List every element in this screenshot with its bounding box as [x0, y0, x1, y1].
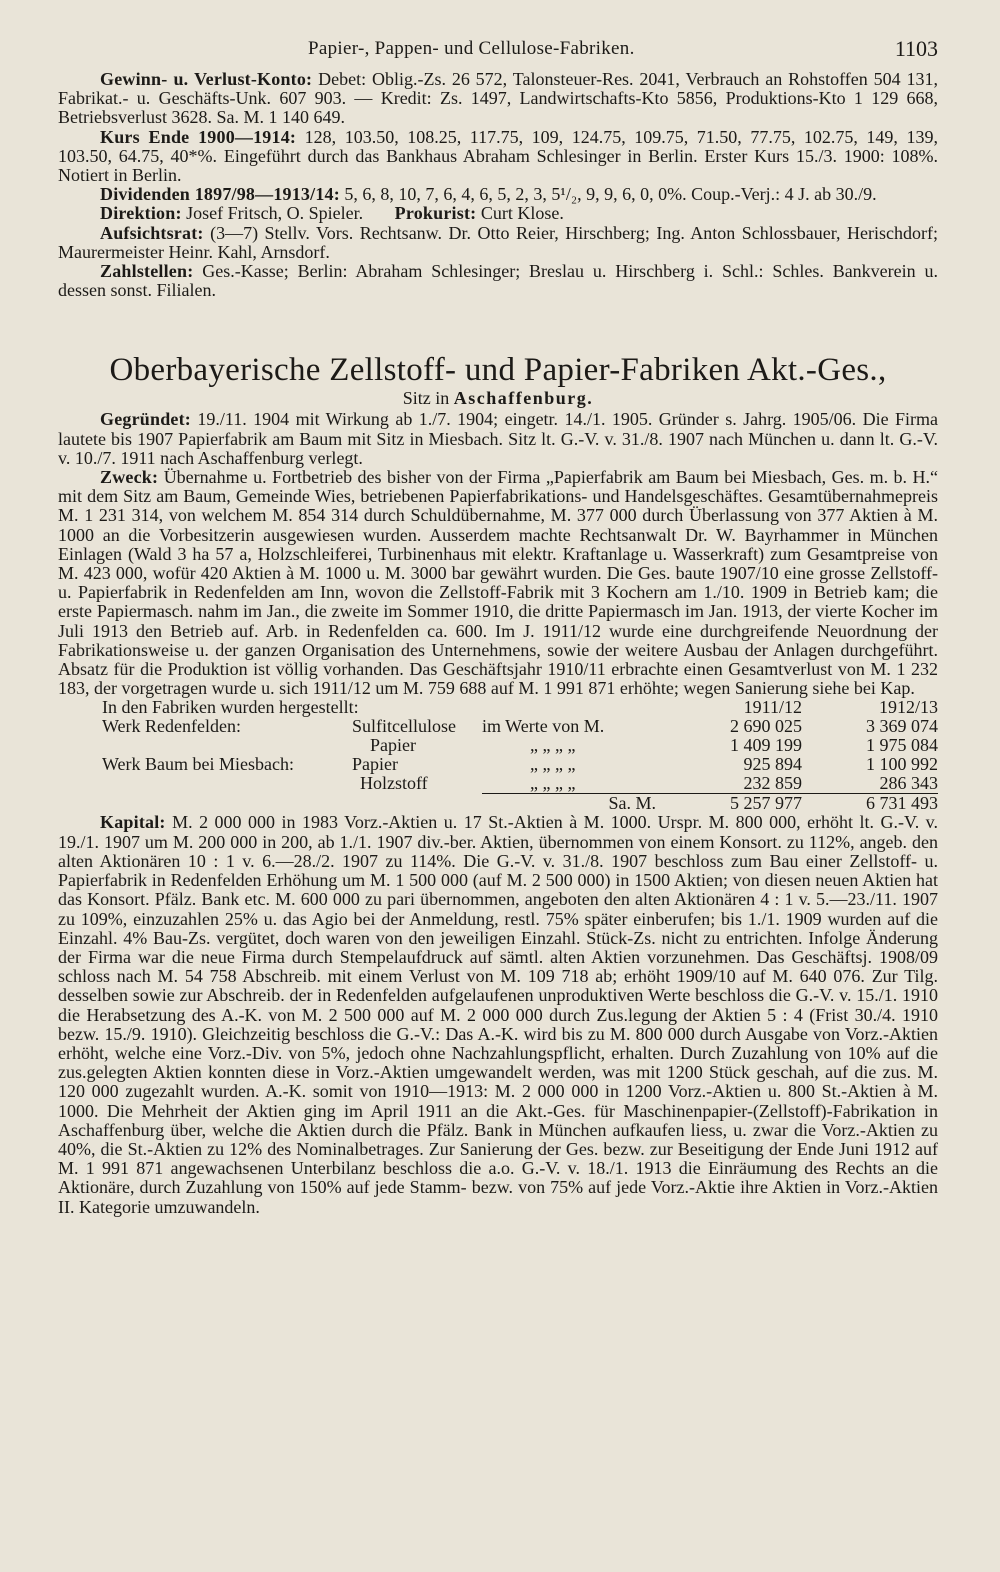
kapital-text: M. 2 000 000 in 1983 Vorz.-Aktien u. 17 St.-Aktien à M. 1000. Urspr. M. 800 000, erhöht lt. G.-V. v. 19./1. 1907 um M. 200 000 in 200, ab 1./1. 1907 div.-ber. Aktien, übernommen von einem Konsort. zu 112%, angeb. den alten Aktionären 10 : 1 v. 6.—28./2. 1907 zu 114%. Die G.-V. v. 31./8. 1907 beschloss zum Bau einer Zellstoff- u. Papierfabrik in Redenfelden Erhöhung um M. 1 500 000 (auf M. 2 500 000) in 1500 Aktien; von diesen neuen Aktien hat das Konsort. Pfälz. Bank etc. M. 600 000 zu pari übernommen, angeboten den alten Aktionären 4 : 1 v. 5.—23./11. 1907 zu 109%, einzuzahlen 25% u. das Agio bei der Anmeldung, restl. 75% später einberufen; bis 1./1. 1909 wurden auf die Einzahl. 4% Bau-Zs. vergütet, doch waren von den jeweiligen Einzahl. Stück-Zs. nicht zu entrichten. Infolge Änderung der Firma war die neue Firma durch Stempelaufdruck auf sämtl. alten Aktien vorzunehmen. Das Geschäftsj. 1908/09 schloss nach M. 54 758 Abschreib. mit einem Verlust von M. 109 718 ab; erhöht 1909/10 auf M. 640 076. Zur Tilg. desselben sowie zur Abschreib. der in Redenfelden aufgelaufenen unproduktiven Werte beschloss die G.-V. v. 15./1. 1910 die Herabsetzung des A.-K. von M. 2 500 000 auf M. 2 000 000 durch Zus.legung der Aktien 5 : 4 (Frist 30./4. 1910 bezw. 15./9. 1910). Gleichzeitig beschloss die G.-V.: Das A.-K. wird bis zu M. 800 000 durch Ausgabe von Vorz.-Aktien erhöht, welche eine Vorz.-Div. von 5%, jedoch ohne Nachzahlungspflicht, erhalten. Durch Zuzahlung von 10% auf die zus.gelegten Aktien konnten diese in Vorz.-Aktien umgewandelt werden, was mit 1200 Stück geschah, auf die zus. M. 120 000 zugezahlt wurden. A.-K. somit von 1910—1913: M. 2 000 000 in 1200 Vorz.-Aktien u. 800 St.-Aktien à M. 1000. Die Mehrheit der Aktien ging im April 1911 an die Akt.-Ges. für Maschinenpapier-(Zellstoff)-Fabrikation in Aschaffenburg über, welche die Aktien durch die Pfälz. Bank in München aufkaufen liess, u. zwar die Vorz.-Aktien zu 40%, die St.-Aktien zu 12% des Nominalbetrages. Zur Sanierung der Ges. bezw. zur Beseitigung der Ende Juni 1912 auf M. 1 991 871 angewachsenen Unterbilanz beschloss die a.o. G.-V. v. 18./1. 1913 die Einräumung des Rechts an die Aktionäre, durch Zuzahlung von 150% auf jede Stamm- bezw. von 75% auf jede Vorz.-Aktie ihre Aktien in Vorz.-Aktien II. Kategorie umzuwandeln. [58, 812, 939, 1217]
production-works: Werk Baum bei Miesbach: [102, 754, 294, 775]
prokurist-label: Prokurist: [394, 203, 477, 224]
production-year2: 1912/13 [878, 697, 938, 718]
production-year1: 1911/12 [743, 697, 802, 718]
company-seat [58, 388, 938, 408]
running-title: Papier-, Pappen- und Cellulose-Fabriken. [308, 38, 635, 59]
production-product: Papier [370, 735, 416, 756]
gegruendet-paragraph [58, 410, 938, 468]
production-works [60, 774, 352, 794]
production-header-row [60, 698, 938, 717]
kapital-label: Kapital: [100, 812, 166, 833]
production-row [60, 736, 938, 755]
production-ditto: „ „ „ „ [530, 773, 576, 794]
seat-city: Aschaffenburg. [453, 388, 594, 409]
direktion-label: Direktion: [100, 203, 182, 224]
seat-prefix: Sitz in [402, 388, 450, 409]
production-ditto: im Werte von M. [482, 716, 605, 737]
production-total-1912: 6 731 493 [802, 794, 938, 814]
production-value-1912: 286 343 [879, 773, 938, 794]
production-table [60, 698, 938, 813]
kapital-paragraph [58, 813, 938, 1216]
production-product: Holzstoff [360, 773, 428, 794]
gewinn-verlust-label: Gewinn- u. Verlust-Konto: [100, 69, 313, 89]
gegruendet-label: Gegründet: [100, 409, 191, 430]
production-value-1912: 1 100 992 [866, 754, 938, 775]
production-product: Papier [352, 754, 398, 775]
zweck-label: Zweck: [100, 467, 159, 488]
gegruendet-text: 19./11. 1904 mit Wirkung ab 1./7. 1904; eingetr. 14./1. 1905. Gründer s. Jahrg. 1905/06. Die Firma lautete bis 1907 Papierfabrik am Baum mit Sitz in Miesbach. Sitz lt. G.-V. v. 31./8. 1907 nach München u. dann lt. G.-V. v. 10./7. 1911 nach Aschaffenburg verlegt. [58, 409, 938, 468]
production-works: Werk Redenfelden: [102, 716, 241, 737]
page-number: 1103 [894, 36, 938, 61]
dividenden-text: 5, 6, 8, 10, 7, 6, 4, 6, 5, 2, 3, 5¹/₂, 9, 9, 6, 0, 0%. Coup.-Verj.: 4 J. ab 30./9. [344, 184, 877, 205]
production-works [60, 736, 352, 755]
production-ditto: „ „ „ „ [530, 735, 576, 756]
aufsichtsrat-paragraph [58, 224, 938, 262]
zahlstellen-label: Zahlstellen: [100, 261, 194, 282]
direktion-text: Josef Fritsch, O. Spieler. [186, 203, 364, 224]
production-value-1911: 232 859 [743, 773, 802, 794]
production-intro: In den Fabriken wurden hergestellt: [102, 697, 359, 718]
zweck-text: Übernahme u. Fortbetrieb des bisher von der Firma „Papierfabrik am Baum bei Miesbach, Ges. m. b. H.“ mit dem Sitz am Baum, Gemeinde Wies, betriebenen Papierfabrikations- und Handelsgeschäftes. Gesamtübernahmepreis M. 1 231 314, von welchem M. 854 314 durch Schuldübernahme, M. 377 000 durch Überlassung von 377 Aktien à M. 1000 an die Vorbesitzerin ausgewiesen wurden. Ausserdem machte Rechtsanwalt Dr. W. Bayrhammer in München Einlagen (Wald 3 ha 57 a, Holzschleiferei, Turbinenhaus mit elektr. Kraftanlage u. Wasserkraft) zum Gesamtpreise von M. 423 000, wofür 420 Aktien à M. 1000 u. M. 3000 bar gewährt wurden. Die Ges. baute 1907/10 eine grosse Zellstoff- u. Papierfabrik in Redenfelden am Inn, wovon die Zellstoff-Fabrik mit 3 Kochern am 1./10. 1909 in Betrieb kam; die erste Papiermasch. nahm im Jan., die zweite im Sommer 1910, die dritte Papiermasch im Jan. 1913, der vierte Kocher im Juli 1913 den Betrieb auf. Arb. in Redenfelden ca. 600. Im J. 1911/12 wurde eine durchgreifende Neuordnung der Fabrikationsweise u. der ganzen Organisation des Unternehmens, sowie der weitere Ausbau der Anlagen durchgeführt. Absatz für die Produktion ist völlig vorhanden. Das Geschäftsjahr 1910/11 erbrachte einen Gesamtverlust von M. 1 232 183, der vorgetragen wurde u. sich 1911/12 um M. 759 688 auf M. 1 991 871 erhöhte; wegen Sanierung siehe bei Kap. [58, 467, 939, 699]
production-total-1911: 5 257 977 [662, 794, 802, 814]
page-header [58, 34, 938, 70]
production-row [60, 774, 938, 794]
dividenden-paragraph [58, 185, 938, 204]
production-ditto: „ „ „ „ [530, 754, 576, 775]
production-total-row [60, 794, 938, 814]
production-product: Sulfitcellulose [352, 716, 456, 737]
production-value-1911: 925 894 [743, 754, 802, 775]
production-row [60, 755, 938, 774]
kurs-text: 128, 103.50, 108.25, 117.75, 109, 124.75, 109.75, 71.50, 77.75, 102.75, 149, 139, 103.50, 64.75, 40*%. Eingeführt durch das Bankhaus Abraham Schlesinger in Berlin. Erster Kurs 15./3. 1900: 108%. Notiert in Berlin. [58, 126, 938, 186]
production-value-1912: 3 369 074 [866, 716, 938, 737]
kurs-label: Kurs Ende 1900—1914: [100, 126, 297, 147]
zweck-paragraph [58, 468, 938, 698]
aufsichtsrat-label: Aufsichtsrat: [100, 222, 204, 243]
production-total-label: Sa. M. [482, 794, 662, 814]
zahlstellen-paragraph [58, 262, 938, 300]
production-value-1911: 2 690 025 [730, 716, 802, 737]
production-value-1911: 1 409 199 [730, 735, 802, 756]
zahlstellen-text: Ges.-Kasse; Berlin: Abraham Schlesinger; Breslau u. Hirschberg i. Schl.: Schles. Bankverein u. dessen sonst. Filialen. [58, 261, 938, 301]
prokurist-text: Curt Klose. [480, 203, 564, 224]
gewinn-verlust-text: Debet: Oblig.-Zs. 26 572, Talonsteuer-Res. 2041, Verbrauch an Rohstoffen 504 131, Fabrikat.- u. Geschäfts-Unk. 607 903. — Kredit: Zs. 1497, Landwirtschafts-Kto 5856, Produktions-Kto 1 129 668, Betriebsverlust 3628. Sa. M. 1 140 649. [58, 69, 939, 128]
aufsichtsrat-text: (3—7) Stellv. Vors. Rechtsanw. Dr. Otto Reier, Hirschberg; Ing. Anton Schlossbauer, Herischdorf; Maurermeister Heinr. Kahl, Arnsdorf. [58, 222, 938, 262]
company-title: Oberbayerische Zellstoff- und Papier-Fabriken Akt.-Ges., [109, 352, 887, 389]
previous-company-section [58, 70, 938, 300]
dividenden-label: Dividenden 1897/98—1913/14: [100, 184, 340, 205]
production-row [60, 717, 938, 736]
gewinn-verlust-paragraph [58, 70, 938, 128]
kurs-paragraph [58, 128, 938, 186]
direktion-paragraph [58, 204, 938, 223]
production-value-1912: 1 975 084 [866, 735, 938, 756]
